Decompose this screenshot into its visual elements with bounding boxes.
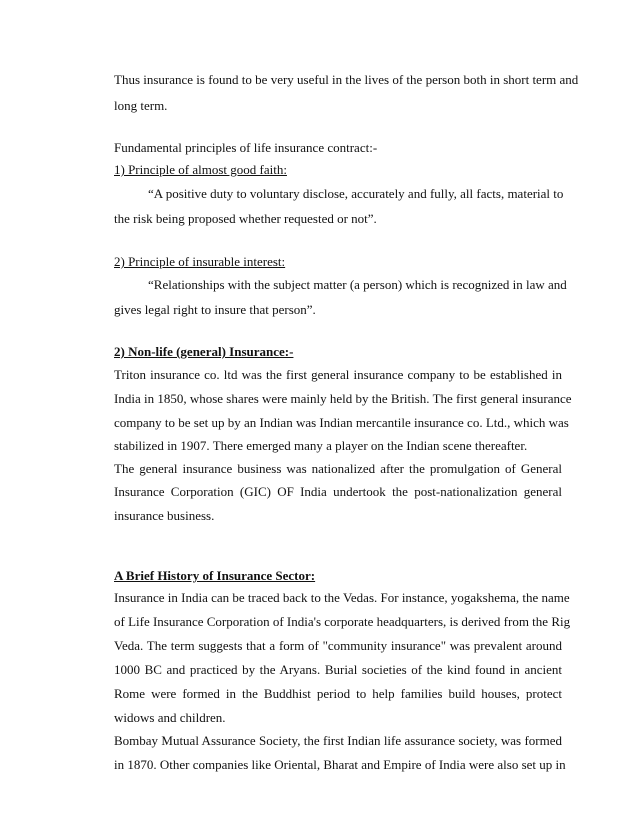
paragraph-line: of Life Insurance Corporation of India's corporate headquarters, is derived from the Rig [114,614,571,629]
paragraph-line: stabilized in 1907. There emerged many a player on the Indian scene thereafter. [114,438,528,453]
paragraph-line: long term. [114,98,168,113]
paragraph-line: The general insurance business was nationalized after the promulgation of General [114,461,562,476]
paragraph-line: Rome were formed in the Buddhist period to help families build houses, protect [114,686,562,701]
principle-title: 2) Principle of insurable interest: [114,254,286,269]
paragraph-line: Veda. The term suggests that a form of "community insurance" was prevalent around [114,638,562,653]
paragraph-line: India in 1850, whose shares were mainly held by the British. The first general insurance [114,391,572,406]
paragraph-line: Insurance Corporation (GIC) OF India undertook the post-nationalization general [114,484,562,499]
paragraph-line: widows and children. [114,710,226,725]
principle-title: 1) Principle of almost good faith: [114,162,287,177]
paragraph-line: Insurance in India can be traced back to the Vedas. For instance, yogakshema, the name [114,590,570,605]
paragraph-line: 1000 BC and practiced by the Aryans. Burial societies of the kind found in ancient [114,662,562,677]
quote-line: the risk being proposed whether requested or not”. [114,211,377,226]
quote-line: gives legal right to insure that person”. [114,302,316,317]
paragraph-line: Bombay Mutual Assurance Society, the first Indian life assurance society, was formed [114,733,562,748]
quote-line: “Relationships with the subject matter (a person) which is recognized in law and [148,277,567,292]
paragraph-line: company to be set up by an Indian was Indian mercantile insurance co. Ltd., which was [114,415,569,430]
paragraph-line: in 1870. Other companies like Oriental, Bharat and Empire of India were also set up in [114,757,566,772]
paragraph-line: Thus insurance is found to be very useful in the lives of the person both in short term and [114,72,579,87]
paragraph-line: Triton insurance co. ltd was the first general insurance company to be established in [114,367,562,382]
section-heading: A Brief History of Insurance Sector: [114,568,316,583]
section-heading: 2) Non-life (general) Insurance:- [114,344,294,359]
section-heading: Fundamental principles of life insurance contract:- [114,140,378,155]
quote-line: “A positive duty to voluntary disclose, accurately and fully, all facts, material to [148,186,564,201]
paragraph-line: insurance business. [114,508,215,523]
